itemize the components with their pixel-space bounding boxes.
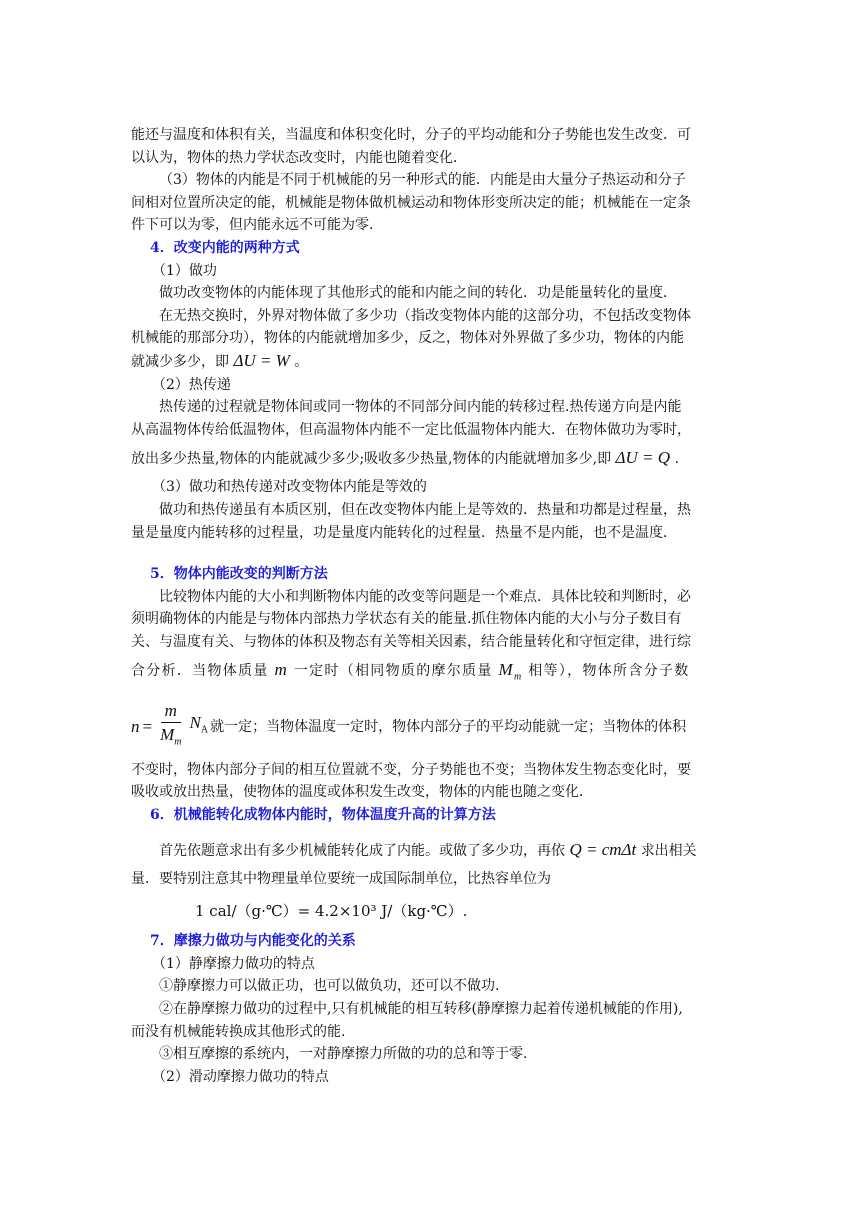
paragraph-line	[131, 833, 731, 868]
formula-line	[131, 695, 731, 759]
subsection-heading: （1）做功	[152, 262, 217, 279]
paragraph-line: 能还与温度和体积有关，当温度和体积变化时，分子的平均动能和分子势能也发生改变．可	[131, 127, 691, 143]
paragraph-line: 量是量度内能转移的过程量，功是量度内能转化的过程量．热量不是内能，也不是温度．	[131, 524, 677, 541]
text-span: 合分析．当物体质量	[131, 663, 269, 680]
fraction-denominator: $M_m$	[160, 724, 182, 748]
paragraph-line: 吸收或放出热量，使物体的温度或体积发生改变，物体的内能也随之变化．	[131, 784, 593, 801]
paragraph-line	[131, 653, 731, 694]
paragraph-line: ②在静摩擦力做功的过程中,只有机械能的相互转移(静摩擦力起着传递机械能的作用),	[159, 1001, 683, 1018]
subsection-heading: （3）做功和热传递对改变物体内能是等效的	[152, 479, 427, 496]
subsection-heading: （2）热传递	[152, 376, 231, 393]
text-span: 。	[294, 353, 309, 370]
formula-delta-u-q: ΔU = Q	[615, 448, 671, 468]
symbol-m: m	[274, 660, 289, 680]
subsection-heading: （2）滑动摩擦力做功的特点	[152, 1068, 329, 1085]
paragraph-line: 而没有机械能转换成其他形式的能.	[131, 1023, 346, 1040]
text-span: 放出多少热量,物体的内能就减少多少;吸收多少热量,物体的内能就增加多少,即	[131, 451, 612, 468]
text-span: 求出相关	[640, 842, 697, 859]
document-page	[131, 124, 731, 1088]
paragraph-line: 关、与温度有关、与物体的体积及物态有关等相关因素，结合能量转化和守恒定律，进行综	[131, 633, 691, 650]
symbol-avogadro: $N_A$	[189, 712, 209, 736]
fraction-numerator: m	[161, 701, 181, 723]
paragraph-line: 从高温物体传给低温物体，但高温物体内能不一定比低温物体内能大．在物体做功为零时，	[131, 421, 691, 438]
equals-sign: =	[142, 716, 153, 736]
paragraph-line: 比较物体内能的大小和判断物体内能的改变等问题是一个难点．具体比较和判断时，必	[159, 588, 691, 605]
paragraph-line: 以认为，物体的热力学状态改变时，内能也随着变化．	[131, 149, 467, 166]
text-span: 一定时（相同物质的摩尔质量	[293, 663, 493, 680]
symbol-n: n	[131, 716, 140, 736]
unit-conversion-formula: 1 cal/（g·℃）= 4.2×10³ J/（kg·℃）.	[195, 902, 468, 921]
text-span: .	[674, 451, 679, 468]
paragraph-line: 做功改变物体的内能体现了其他形式的能和内能之间的转化．功是能量转化的量度．	[159, 285, 677, 302]
fraction-m-over-mm	[156, 701, 185, 753]
spacer	[131, 544, 731, 563]
section-heading-4: 4．改变内能的两种方式	[150, 239, 300, 256]
paragraph-line: 不变时，物体内部分子间的相互位置就不变，分子势能也不变；当物体发生物态变化时，要	[131, 761, 691, 778]
paragraph-line	[131, 441, 731, 476]
paragraph-line: ③相互摩擦的系统内，一对静摩擦力所做的功的总和等于零.	[159, 1046, 528, 1063]
text-span: 相等），物体所含分子数	[528, 663, 690, 680]
paragraph-line	[131, 350, 731, 374]
text-span: 首先依题意求出有多少机械能转化成了内能。或做了多少功，再依	[159, 842, 565, 859]
paragraph-line: 须明确物体的内能是与物体内部热力学状态有关的能量.抓住物体内能的大小与分子数目有	[131, 611, 682, 628]
paragraph-line: 热传递的过程就是物体间或同一物体的不同部分间内能的转移过程.热传递方向是内能	[159, 399, 682, 416]
paragraph-line: ①静摩擦力可以做正功，也可以做负功，还可以不做功.	[159, 978, 500, 995]
text-span: 就减少多少，即	[131, 353, 229, 370]
paragraph-line: 做功和热传递虽有本质区别，但在改变物体内能上是等效的．热量和功都是过程量，热	[159, 501, 691, 518]
subsection-heading: （1）静摩擦力做功的特点	[152, 955, 315, 972]
paragraph-line: 间相对位置所决定的能，机械能是物体做机械运动和物体形变所决定的能；机械能在一定条	[131, 194, 691, 211]
section-heading-7: 7．摩擦力做功与内能变化的关系	[150, 933, 356, 950]
symbol-molar-mass: $M_m$	[498, 660, 523, 683]
text-span: 就一定；当物体温度一定时，物体内部分子的平均动能就一定；当物体的体积	[210, 718, 687, 735]
paragraph-line: （3）物体的内能是不同于机械能的另一种形式的能．内能是由大量分子热运动和分子	[159, 172, 686, 189]
formula-delta-u-w: ΔU = W	[233, 350, 290, 370]
paragraph-line: 量．要特别注意其中物理量单位要统一成国际制单位，比热容单位为	[131, 870, 551, 887]
section-heading-5: 5．物体内能改变的判断方法	[150, 566, 328, 583]
formula-heat: Q = cmΔt	[569, 839, 637, 859]
paragraph-line: 件下可以为零，但内能永远不可能为零．	[131, 217, 383, 234]
paragraph-line: 机械能的那部分功），物体的内能就增加多少，反之，物体对外界做了多少功，物体的内能	[131, 330, 684, 347]
paragraph-line: 在无热交换时，外界对物体做了多少功（指改变物体内能的这部分功，不包括改变物体	[159, 307, 691, 324]
section-heading-6: 6．机械能转化成物体内能时，物体温度升高的计算方法	[150, 807, 496, 824]
